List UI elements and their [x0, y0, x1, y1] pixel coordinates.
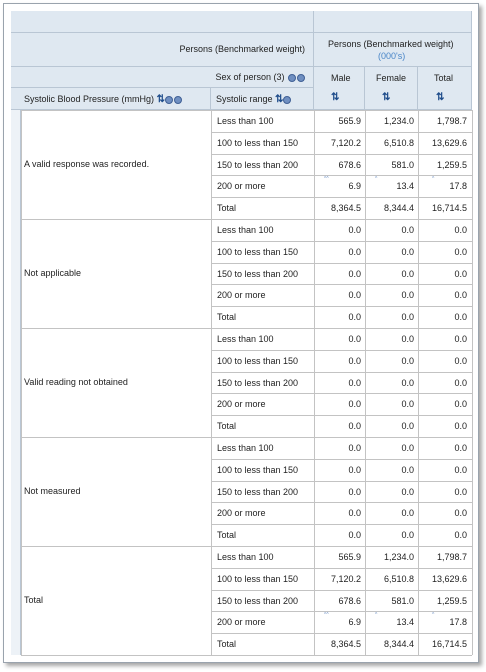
row-divider: [211, 568, 472, 569]
male-cell: 0.0: [348, 334, 361, 344]
range-cell: 200 or more: [217, 508, 266, 519]
row-divider: [211, 502, 472, 503]
column-divider: [365, 110, 366, 655]
range-cell: Less than 100: [217, 443, 274, 453]
row-var-header[interactable]: [11, 88, 211, 110]
col-header-total[interactable]: [418, 67, 472, 110]
column-divider: [418, 110, 419, 655]
col-label-male: Male: [331, 73, 351, 83]
column-divider: [472, 110, 473, 655]
total-cell: 0.0: [454, 334, 467, 344]
range-cell: 150 to less than 200: [217, 595, 299, 606]
male-cell: 678.6: [338, 595, 361, 606]
measure-col-header: [314, 33, 472, 67]
range-cell: 100 to less than 150: [217, 573, 299, 584]
female-cell: 0.0: [401, 225, 414, 235]
female-cell: 6,510.8: [383, 573, 414, 584]
range-cell: Less than 100: [217, 116, 274, 126]
male-cell: 0.0: [348, 486, 361, 497]
measure-label: Persons (Benchmarked weight): [179, 44, 305, 54]
total-cell: 0.0: [454, 312, 467, 323]
row-divider: [211, 372, 472, 373]
male-cell: 0.0: [348, 290, 361, 301]
sex-row-left: [11, 67, 314, 88]
male-cell: 0.0: [348, 377, 361, 388]
male-cell: 0.0: [348, 399, 361, 410]
total-cell: 0.0: [454, 486, 467, 497]
female-cell: 0.0: [401, 421, 414, 432]
male-cell: 565.9: [338, 552, 361, 562]
male-cell: 0.0: [348, 421, 361, 432]
female-cell: 0.0: [401, 486, 414, 497]
row-divider: [211, 241, 472, 242]
quality-flag-icon: ˆ: [432, 613, 435, 621]
range-cell: Total: [217, 421, 237, 432]
female-cell: 0.0: [401, 530, 414, 541]
row-divider: [211, 590, 472, 591]
total-cell: 16,714.5: [431, 639, 467, 650]
female-cell: 13.4: [396, 617, 414, 628]
row-divider: [211, 350, 472, 351]
total-cell: 1,259.5: [436, 595, 467, 606]
male-cell: 565.9: [338, 116, 361, 126]
group-divider: [21, 546, 472, 547]
group-label: Total: [24, 594, 44, 605]
row-divider: [211, 263, 472, 264]
female-cell: 0.0: [401, 508, 414, 519]
group-label: A valid response was recorded.: [24, 158, 150, 169]
row-divider: [211, 284, 472, 285]
row-divider: [211, 415, 472, 416]
female-cell: 0.0: [401, 246, 414, 257]
female-cell: 1,234.0: [383, 552, 414, 562]
male-cell: 6.9: [348, 181, 361, 192]
sort-arrows-icon[interactable]: ⇅: [382, 92, 390, 103]
male-cell: 678.6: [338, 159, 361, 170]
table-bottom-border: [21, 655, 472, 656]
sort-arrows-icon[interactable]: ⇅: [436, 92, 444, 103]
male-cell: 0.0: [348, 268, 361, 279]
expand-circle-icon[interactable]: [283, 96, 291, 104]
range-cell: Total: [217, 312, 237, 323]
range-cell: Less than 100: [217, 552, 274, 562]
range-label-text: Systolic range: [216, 94, 273, 104]
range-header[interactable]: [211, 88, 314, 110]
male-cell: 0.0: [348, 464, 361, 475]
total-cell: 0.0: [454, 377, 467, 388]
total-cell: 1,798.7: [436, 116, 467, 126]
female-cell: 0.0: [401, 399, 414, 410]
row-divider: [211, 524, 472, 525]
total-cell: 13,629.6: [431, 137, 467, 148]
measure-col-title: Persons (Benchmarked weight): [328, 39, 454, 49]
range-cell: 150 to less than 200: [217, 377, 299, 388]
range-cell: 200 or more: [217, 181, 266, 192]
range-cell: 100 to less than 150: [217, 355, 299, 366]
col-label-female: Female: [376, 73, 407, 83]
female-cell: 0.0: [401, 377, 414, 388]
male-cell: 0.0: [348, 443, 361, 453]
measure-unit: (000's): [378, 51, 406, 61]
group-divider: [21, 219, 472, 220]
male-cell: 6.9: [348, 617, 361, 628]
male-cell: 8,364.5: [330, 203, 361, 214]
male-cell: 7,120.2: [330, 137, 361, 148]
range-cell: 150 to less than 200: [217, 486, 299, 497]
male-cell: 8,364.5: [330, 639, 361, 650]
female-cell: 0.0: [401, 268, 414, 279]
range-cell: Total: [217, 639, 237, 650]
quality-flag-icon: ˆ: [432, 177, 435, 185]
range-cell: 100 to less than 150: [217, 464, 299, 475]
quality-flag-icon: ˆ: [375, 177, 378, 185]
total-cell: 0.0: [454, 246, 467, 257]
col-header-female[interactable]: [365, 67, 418, 110]
measure-row-left: [11, 33, 314, 67]
total-cell: 16,714.5: [431, 203, 467, 214]
total-cell: 0.0: [454, 508, 467, 519]
female-cell: 0.0: [401, 312, 414, 323]
collapse-circle-icon[interactable]: [165, 96, 173, 104]
total-cell: 0.0: [454, 464, 467, 475]
range-cell: 200 or more: [217, 290, 266, 301]
sort-arrows-icon[interactable]: ⇅: [156, 94, 164, 105]
range-cell: Less than 100: [217, 225, 274, 235]
row-divider: [211, 611, 472, 612]
range-cell: 150 to less than 200: [217, 159, 299, 170]
total-cell: 17.8: [449, 617, 467, 628]
total-cell: 0.0: [454, 355, 467, 366]
range-cell: 200 or more: [217, 399, 266, 410]
sex-label-text: Sex of person (3): [215, 72, 285, 82]
collapse-circle-icon[interactable]: [288, 74, 296, 82]
sort-arrows-icon[interactable]: ⇅: [275, 94, 283, 105]
female-cell: 13.4: [396, 181, 414, 192]
female-cell: 0.0: [401, 443, 414, 453]
total-cell: 1,798.7: [436, 552, 467, 562]
female-cell: 0.0: [401, 290, 414, 301]
column-divider: [314, 110, 315, 655]
column-divider: [211, 110, 212, 655]
header-top-right: [314, 11, 472, 33]
total-cell: 0.0: [454, 530, 467, 541]
sex-of-person-label[interactable]: [215, 72, 305, 82]
row-divider: [211, 633, 472, 634]
total-cell: 0.0: [454, 225, 467, 235]
quality-flag-icon: ˆˆ: [324, 613, 329, 621]
group-label: Not applicable: [24, 267, 82, 278]
female-cell: 0.0: [401, 334, 414, 344]
group-label: Not measured: [24, 485, 81, 496]
row-var-label: [24, 94, 182, 105]
row-divider: [211, 154, 472, 155]
male-cell: 0.0: [348, 312, 361, 323]
female-cell: 6,510.8: [383, 137, 414, 148]
male-cell: 0.0: [348, 355, 361, 366]
total-cell: 0.0: [454, 399, 467, 410]
range-label: [216, 94, 291, 105]
row-var-label-text: Systolic Blood Pressure (mmHg): [24, 94, 155, 104]
total-cell: 17.8: [449, 181, 467, 192]
left-margin-strip: [11, 110, 21, 655]
group-label: Valid reading not obtained: [24, 376, 128, 387]
quality-flag-icon: ˆ: [375, 613, 378, 621]
expand-circle-icon[interactable]: [297, 74, 305, 82]
total-cell: 0.0: [454, 268, 467, 279]
row-divider: [211, 306, 472, 307]
female-cell: 581.0: [391, 595, 414, 606]
male-cell: 0.0: [348, 225, 361, 235]
row-divider: [211, 393, 472, 394]
sort-arrows-icon[interactable]: ⇅: [331, 92, 339, 103]
total-cell: 0.0: [454, 443, 467, 453]
range-cell: Total: [217, 203, 237, 214]
range-cell: 200 or more: [217, 617, 266, 628]
male-cell: 0.0: [348, 508, 361, 519]
range-cell: 150 to less than 200: [217, 268, 299, 279]
male-cell: 0.0: [348, 246, 361, 257]
col-header-male[interactable]: [314, 67, 365, 110]
total-cell: 1,259.5: [436, 159, 467, 170]
total-cell: 0.0: [454, 290, 467, 301]
row-divider: [211, 197, 472, 198]
group-divider: [21, 328, 472, 329]
range-cell: 100 to less than 150: [217, 137, 299, 148]
female-cell: 8,344.4: [383, 639, 414, 650]
range-cell: Total: [217, 530, 237, 541]
total-cell: 0.0: [454, 421, 467, 432]
header-top-left: [11, 11, 314, 33]
row-divider: [211, 481, 472, 482]
female-cell: 8,344.4: [383, 203, 414, 214]
col-label-total: Total: [434, 73, 454, 83]
female-cell: 0.0: [401, 464, 414, 475]
female-cell: 1,234.0: [383, 116, 414, 126]
range-cell: Less than 100: [217, 334, 274, 344]
female-cell: 581.0: [391, 159, 414, 170]
column-divider: [21, 110, 22, 655]
group-divider: [21, 437, 472, 438]
range-cell: 100 to less than 150: [217, 246, 299, 257]
expand-circle-icon[interactable]: [174, 96, 182, 104]
female-cell: 0.0: [401, 355, 414, 366]
row-divider: [211, 132, 472, 133]
total-cell: 13,629.6: [431, 573, 467, 584]
row-divider: [211, 459, 472, 460]
row-divider: [211, 175, 472, 176]
male-cell: 0.0: [348, 530, 361, 541]
group-divider: [21, 110, 472, 111]
quality-flag-icon: ˆˆ: [324, 177, 329, 185]
male-cell: 7,120.2: [330, 573, 361, 584]
